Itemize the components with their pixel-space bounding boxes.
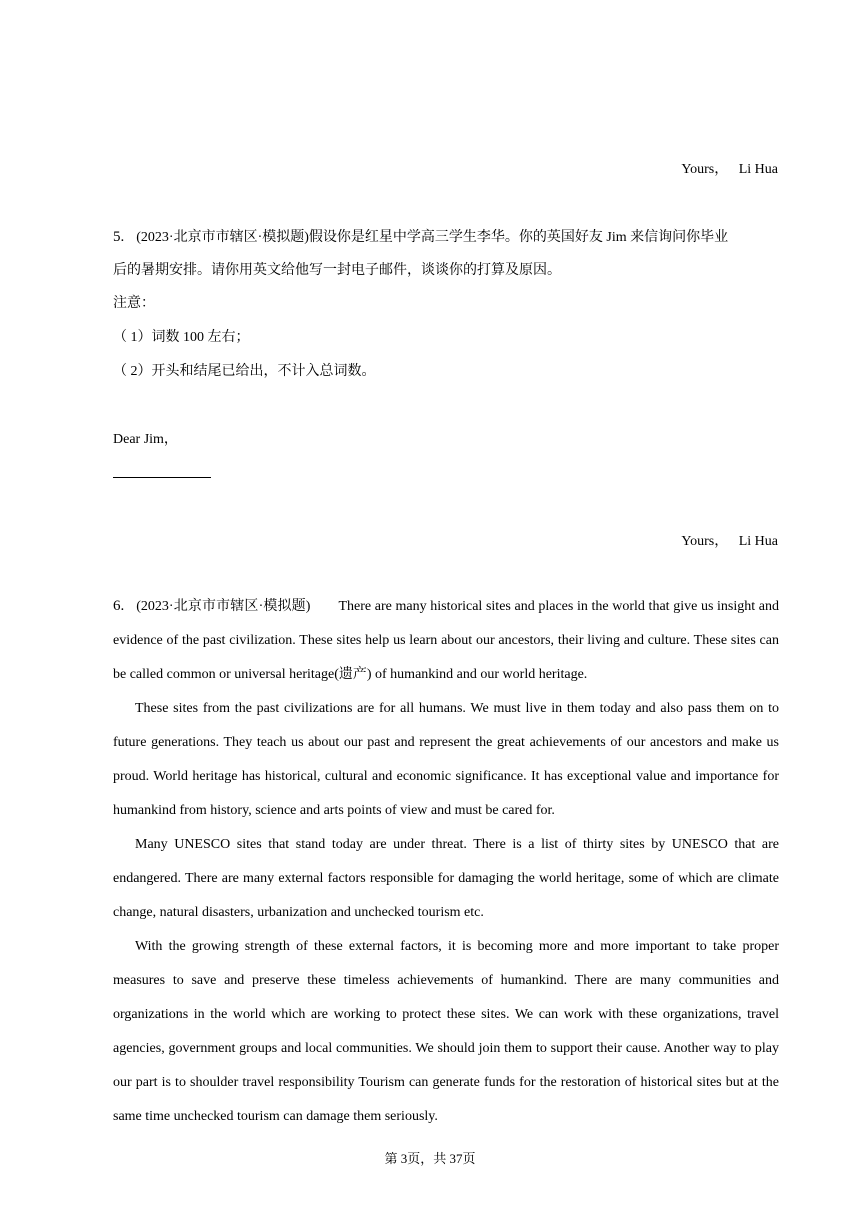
note-title: 注意： [113, 296, 155, 311]
question-6-source: (2023·北京市市辖区·模拟题) [136, 599, 311, 614]
page-footer: 第 3页，共 37页 [384, 1151, 476, 1166]
passage-paragraph-3: Many UNESCO sites that stand today are under threat. There is a list of thirty sites by UNESCO that are endangered. There are many external factors responsible for damaging the world heritage, some of which are climate change, natural disasters, urbanization and unchecked tourism etc. [113, 837, 779, 920]
question-6 [113, 589, 779, 1134]
question-5-line-2: 后的暑期安排。请你用英文给他写一封电子邮件，谈谈你的打算及原因。 [113, 263, 561, 278]
signature-top: Yours， Li Hua [681, 162, 778, 177]
question-5-number: 5. [113, 229, 125, 245]
answer-blank-line [113, 477, 211, 478]
question-5-prompt-1: (2023·北京市市辖区·模拟题)假设你是红星中学高三学生李华。你的英国好友 Jim 来信询问你毕业 [136, 230, 729, 245]
note-1: （ 1）词数 100 左右； [113, 330, 250, 345]
passage-paragraph-1: There are many historical sites and places in the world that give us insight and evidence of the past civilization. These sites help us learn about our ancestors, their living and culture. These sites can be called common or universal heritage(遗产) of humankind and our world heritage. [113, 599, 780, 682]
signature: Yours， Li Hua [681, 534, 778, 549]
passage-paragraph-2: These sites from the past civilizations are for all humans. We must live in them today and also pass them on to future generations. They teach us about our past and represent the great achievements of our ancestors and make us proud. World heritage has historical, cultural and economic significance. It has exceptional value and importance for humankind from history, science and arts points of view and must be cared for. [113, 701, 779, 818]
note-2: （ 2）开头和结尾已给出，不计入总词数。 [113, 364, 376, 379]
question-6-number: 6. [113, 598, 125, 614]
passage-paragraph-4: With the growing strength of these external factors, it is becoming more and more important to take proper measures to save and preserve these timeless achievements of humankind. There are many communities and organizations in the world which are working to protect these sites. We can work with these organizations, travel agencies, government groups and local communities. We should join them to support their cause. Another way to play our part is to shoulder travel responsibility Tourism can generate funds for the restoration of historical sites but at the same time unchecked tourism can damage them seriously. [113, 939, 779, 1124]
greeting: Dear Jim， [113, 432, 178, 447]
question-5-line-1 [113, 226, 779, 246]
